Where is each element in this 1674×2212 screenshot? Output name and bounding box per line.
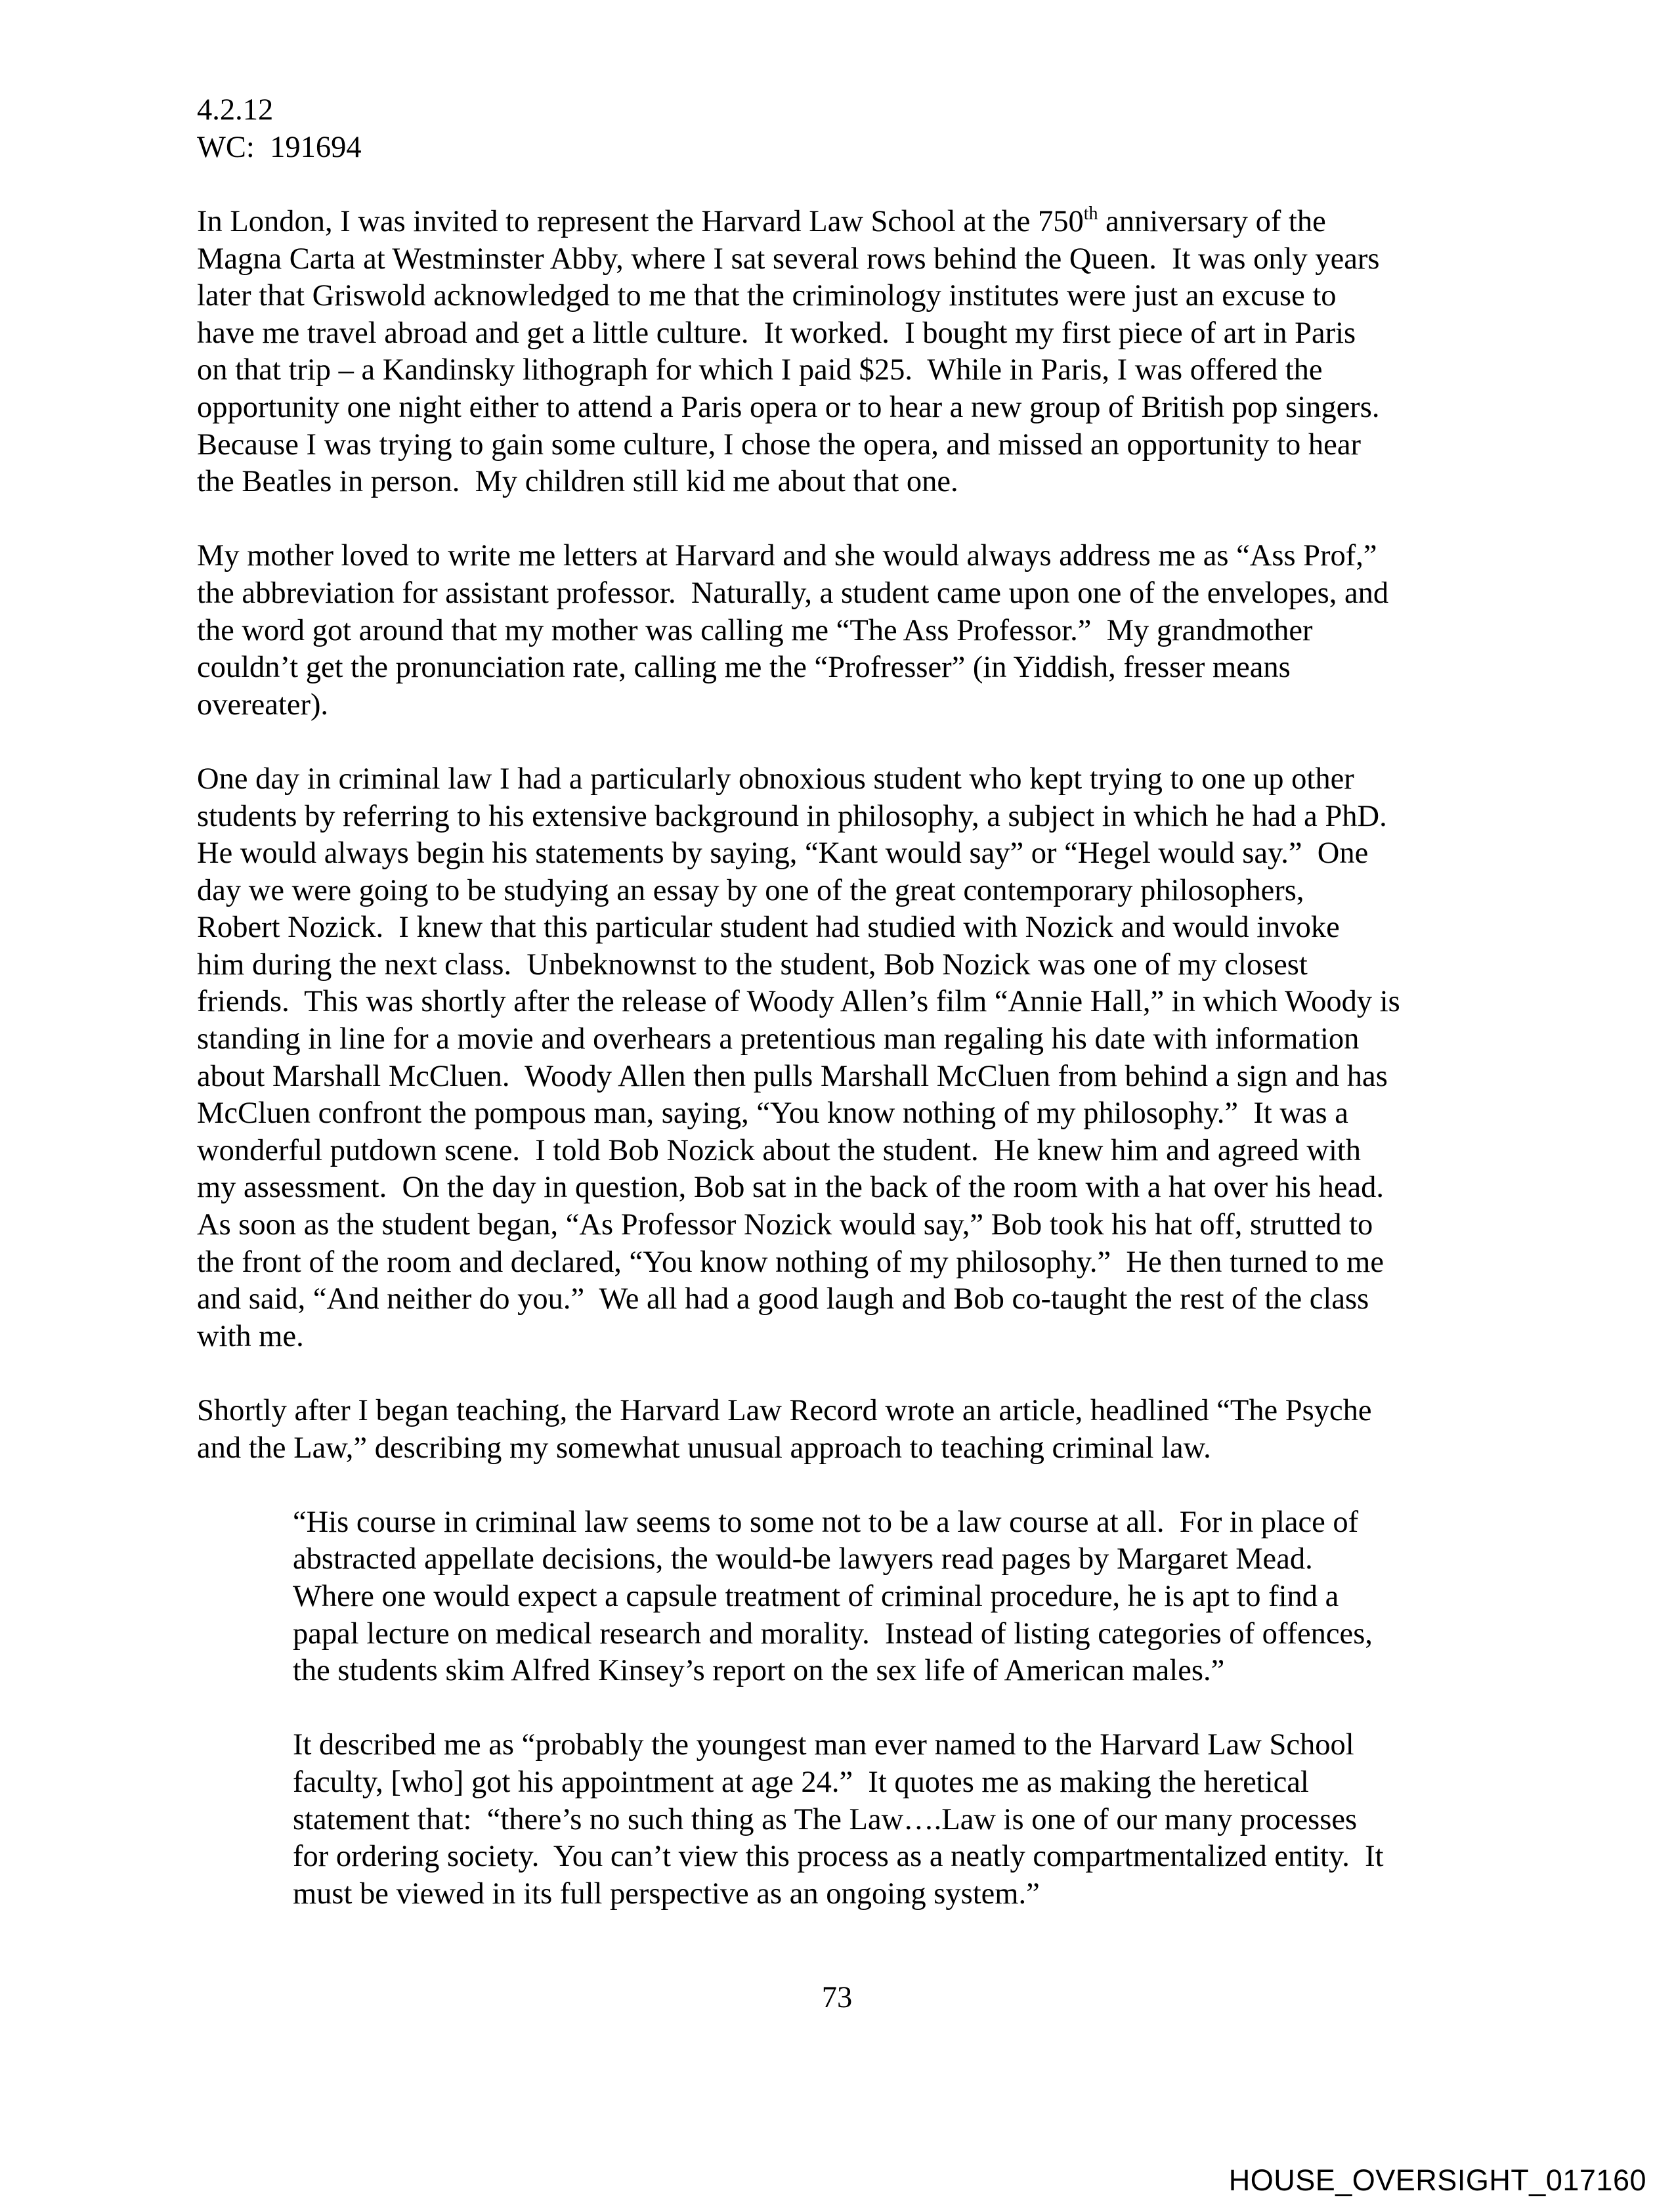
text-line: the word got around that my mother was calling me “The Ass Professor.” My grandmother (197, 613, 1313, 647)
block-quote-course-description (293, 1504, 1484, 1690)
bates-stamp: HOUSE_OVERSIGHT_017160 (1228, 2163, 1646, 2197)
page-number: 73 (821, 1981, 853, 2014)
text-line: students by referring to his extensive background in philosophy, a subject in which he had a PhD. (197, 799, 1387, 833)
text-line: couldn’t get the pronunciation rate, calling me the “Profresser” (in Yiddish, fresser means (197, 651, 1291, 685)
text-line: the front of the room and declared, “You know nothing of my philosophy.” He then turned to me (197, 1245, 1384, 1279)
text-line: Robert Nozick. I knew that this particular student had studied with Nozick and would invoke (197, 911, 1340, 945)
block-quote-youngest-faculty (293, 1727, 1484, 1913)
document-body (197, 204, 1484, 1950)
document-header (197, 92, 1484, 166)
ordinal-suffix: th (1083, 203, 1098, 224)
text-line: My mother loved to write me letters at Harvard and she would always address me as “Ass Prof,” (197, 539, 1377, 573)
text-line: “His course in criminal law seems to some not to be a law course at all. For in place of (293, 1505, 1359, 1539)
text-segment: In London, I was invited to represent the Harvard Law School at the 750 (197, 205, 1084, 238)
text-line: the abbreviation for assistant professor. Naturally, a student came upon one of the envelopes, and (197, 576, 1389, 610)
text-line: and said, “And neither do you.” We all had a good laugh and Bob co-taught the rest of the class (197, 1282, 1369, 1316)
text-line: standing in line for a movie and overhears a pretentious man regaling his date with information (197, 1022, 1360, 1056)
draft-date: 4.2.12 (197, 93, 274, 127)
paragraph-london-trip (197, 204, 1484, 501)
text-line: later that Griswold acknowledged to me that the criminology institutes were just an excuse to (197, 279, 1337, 313)
text-line: Magna Carta at Westminster Abby, where I sat several rows behind the Queen. It was only years (197, 242, 1380, 276)
text-line: abstracted appellate decisions, the would-be lawyers read pages by Margaret Mead. (293, 1542, 1313, 1576)
text-segment: anniversary of the (1098, 205, 1326, 238)
text-line: and the Law,” describing my somewhat unusual approach to teaching criminal law. (197, 1431, 1211, 1465)
paragraph-mother-letters (197, 538, 1484, 724)
text-line: As soon as the student began, “As Professor Nozick would say,” Bob took his hat off, strutted to (197, 1208, 1373, 1242)
text-line (197, 204, 1484, 241)
text-line: for ordering society. You can’t view this process as a neatly compartmentalized entity. It (293, 1840, 1384, 1874)
text-line: Because I was trying to gain some culture, I chose the opera, and missed an opportunity to hear (197, 427, 1361, 462)
text-line: friends. This was shortly after the release of Woody Allen’s film “Annie Hall,” in which Woody is (197, 985, 1400, 1019)
text-line: must be viewed in its full perspective as an ongoing system.” (293, 1876, 1040, 1911)
text-line: overeater). (197, 687, 329, 722)
text-line: statement that: “there’s no such thing as The Law….Law is one of our many processes (293, 1802, 1358, 1836)
text-line: the Beatles in person. My children still kid me about that one. (197, 465, 958, 499)
text-line: day we were going to be studying an essay by one of the great contemporary philosophers, (197, 873, 1304, 907)
text-line: Shortly after I began teaching, the Harvard Law Record wrote an article, headlined “The Psyche (197, 1394, 1372, 1427)
text-line: on that trip – a Kandinsky lithograph for which I paid $25. While in Paris, I was offered the (197, 353, 1323, 387)
text-line: him during the next class. Unbeknownst to the student, Bob Nozick was one of my closest (197, 947, 1308, 982)
text-line: Where one would expect a capsule treatment of criminal procedure, he is apt to find a (293, 1579, 1339, 1613)
word-count: WC: 191694 (197, 130, 362, 164)
text-line: about Marshall McCluen. Woody Allen then pulls Marshall McCluen from behind a sign and has (197, 1059, 1388, 1093)
text-line: with me. (197, 1319, 304, 1353)
paragraph-nozick-story (197, 761, 1484, 1356)
text-line: opportunity one night either to attend a Paris opera or to hear a new group of British pop singers. (197, 390, 1380, 424)
text-line: wonderful putdown scene. I told Bob Nozick about the student. He knew him and agreed with (197, 1133, 1362, 1167)
text-line: the students skim Alfred Kinsey’s report on the sex life of American males.” (293, 1654, 1225, 1688)
text-line: faculty, [who] got his appointment at age 24.” It quotes me as making the heretical (293, 1765, 1309, 1799)
text-line: One day in criminal law I had a particularly obnoxious student who kept trying to one up other (197, 762, 1354, 796)
text-line: my assessment. On the day in question, Bob sat in the back of the room with a hat over his head. (197, 1171, 1384, 1205)
text-line: McCluen confront the pompous man, saying, “You know nothing of my philosophy.” It was a (197, 1096, 1348, 1131)
text-line: It described me as “probably the youngest man ever named to the Harvard Law School (293, 1728, 1354, 1762)
text-line: He would always begin his statements by saying, “Kant would say” or “Hegel would say.” One (197, 836, 1369, 871)
paragraph-law-record (197, 1393, 1484, 1467)
text-line: have me travel abroad and get a little culture. It worked. I bought my first piece of art in Paris (197, 316, 1356, 350)
text-line: papal lecture on medical research and morality. Instead of listing categories of offences, (293, 1616, 1373, 1651)
